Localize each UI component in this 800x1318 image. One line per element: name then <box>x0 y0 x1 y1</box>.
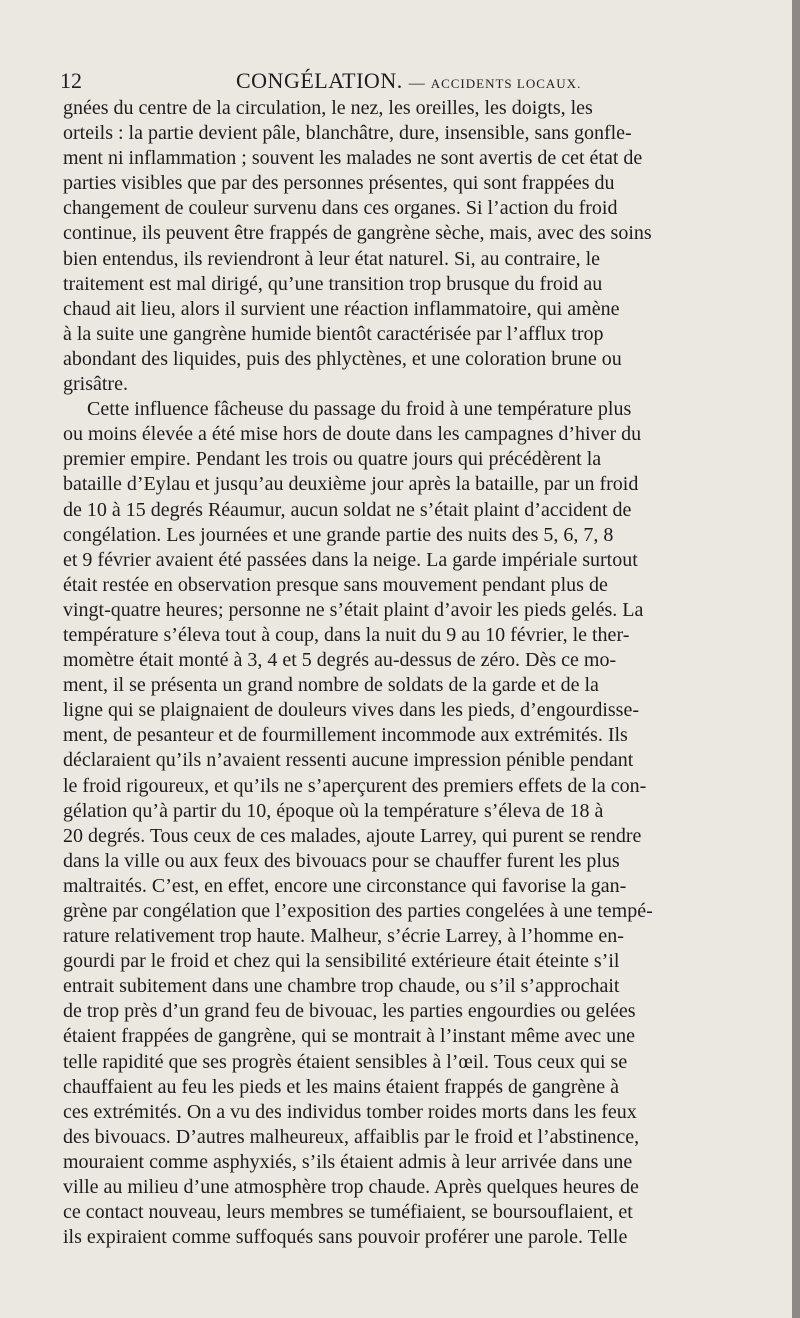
paragraph-first-line: Cette influence fâcheuse du passage du froid à une température plus <box>87 398 632 421</box>
text-line: gélation qu’à partir du 10, époque où la température s’éleva de 18 à <box>63 799 604 822</box>
text-line: ment, de pesanteur et de fourmillement incommode aux extrémités. Ils <box>63 724 628 747</box>
text-line: rature relativement trop haute. Malheur, s’écrie Larrey, à l’homme en- <box>63 925 624 948</box>
text-line: traitement est mal dirigé, qu’une transition trop brusque du froid au <box>63 272 603 295</box>
text-line: gourdi par le froid et chez qui la sensibilité extérieure était éteinte s’il <box>63 950 620 973</box>
text-line: et 9 février avaient été passées dans la neige. La garde impériale surtout <box>63 548 638 571</box>
text-line: grisâtre. <box>63 373 128 396</box>
text-line: ligne qui se plaignaient de douleurs vives dans les pieds, d’engourdisse- <box>63 699 639 722</box>
text-line: le froid rigoureux, et qu’ils ne s’aperçurent des premiers effets de la con- <box>63 774 647 797</box>
text-line: continue, ils peuvent être frappés de gangrène sèche, mais, avec des soins <box>63 222 652 245</box>
text-line: à la suite une gangrène humide bientôt caractérisée par l’afflux trop <box>63 322 604 345</box>
text-line: dans la ville ou aux feux des bivouacs pour se chauffer furent les plus <box>63 849 620 872</box>
text-line: ment, il se présenta un grand nombre de soldats de la garde et de la <box>63 674 599 697</box>
text-line: ces extrémités. On a vu des individus tomber roides morts dans les feux <box>63 1100 637 1123</box>
text-line: bataille d’Eylau et jusqu’au deuxième jour après la bataille, par un froid <box>63 473 639 496</box>
text-line: ment ni inflammation ; souvent les malades ne sont avertis de cet état de <box>63 147 643 170</box>
section-subtitle: ACCIDENTS LOCAUX. <box>430 76 582 91</box>
text-line: mouraient comme asphyxiés, s’ils étaient admis à leur arrivée dans une <box>63 1150 633 1173</box>
text-line: orteils : la partie devient pâle, blanchâtre, dure, insensible, sans gonfle- <box>63 122 632 145</box>
text-line: ils expiraient comme suffoqués sans pouvoir proférer une parole. Telle <box>63 1226 628 1249</box>
text-line: vingt-quatre heures; personne ne s’était plaint d’avoir les pieds gelés. La <box>63 598 644 621</box>
text-line: momètre était monté à 3, 4 et 5 degrés au-dessus de zéro. Dès ce mo- <box>63 649 617 672</box>
text-line: bien entendus, ils reviendront à leur état naturel. Si, au contraire, le <box>63 247 601 270</box>
title-separator: — <box>408 75 425 92</box>
text-line: ce contact nouveau, leurs membres se tuméfiaient, se boursouflaient, et <box>63 1201 633 1224</box>
text-line: entrait subitement dans une chambre trop chaude, ou s’il s’approchait <box>63 975 620 998</box>
text-line: ou moins élevée a été mise hors de doute dans les campagnes d’hiver du <box>63 423 642 446</box>
text-line: déclaraient qu’ils n’avaient ressenti aucune impression pénible pendant <box>63 749 634 772</box>
text-line: congélation. Les journées et une grande partie des nuits des 5, 6, 7, 8 <box>63 523 614 546</box>
running-title <box>236 68 581 94</box>
text-line: abondant des liquides, puis des phlyctènes, et une coloration brune ou <box>63 347 622 370</box>
text-line: 20 degrés. Tous ceux de ces malades, ajoute Larrey, qui purent se rendre <box>63 824 642 847</box>
text-line: telle rapidité que ses progrès étaient sensibles à l’œil. Tous ceux qui se <box>63 1050 628 1073</box>
text-line: changement de couleur survenu dans ces organes. Si l’action du froid <box>63 197 618 220</box>
text-line: parties visibles que par des personnes présentes, qui sont frappées du <box>63 172 615 195</box>
text-line: de trop près d’un grand feu de bivouac, les parties engourdies ou gelées <box>63 1000 636 1023</box>
text-line: de 10 à 15 degrés Réaumur, aucun soldat ne s’était plaint d’accident de <box>63 498 632 521</box>
text-line: grène par congélation que l’exposition des parties congelées à une tempé- <box>63 900 653 922</box>
text-line: chauffaient au feu les pieds et les mains étaient frappés de gangrène à <box>63 1075 620 1098</box>
text-line: ville au milieu d’une atmosphère trop chaude. Après quelques heures de <box>63 1176 639 1199</box>
text-line: des bivouacs. D’autres malheureux, affaiblis par le froid et l’abstinence, <box>63 1125 640 1148</box>
page-edge-shadow <box>792 0 800 1318</box>
text-line: chaud ait lieu, alors il survient une réaction inflammatoire, qui amène <box>63 297 620 320</box>
text-line: gnées du centre de la circulation, le nez, les oreilles, les doigts, les <box>63 97 593 119</box>
page-number: 12 <box>60 68 82 93</box>
text-line: était restée en observation presque sans mouvement pendant plus de <box>63 573 608 596</box>
text-line: étaient frappées de gangrène, qui se montrait à l’instant même avec une <box>63 1025 635 1048</box>
body-text <box>63 96 739 1250</box>
chapter-title: CONGÉLATION. <box>236 68 403 93</box>
text-line: température s’éleva tout à coup, dans la nuit du 9 au 10 février, le ther- <box>63 623 630 646</box>
text-line: premier empire. Pendant les trois ou quatre jours qui précédèrent la <box>63 448 602 471</box>
text-line: maltraités. C’est, en effet, encore une circonstance qui favorise la gan- <box>63 874 627 897</box>
